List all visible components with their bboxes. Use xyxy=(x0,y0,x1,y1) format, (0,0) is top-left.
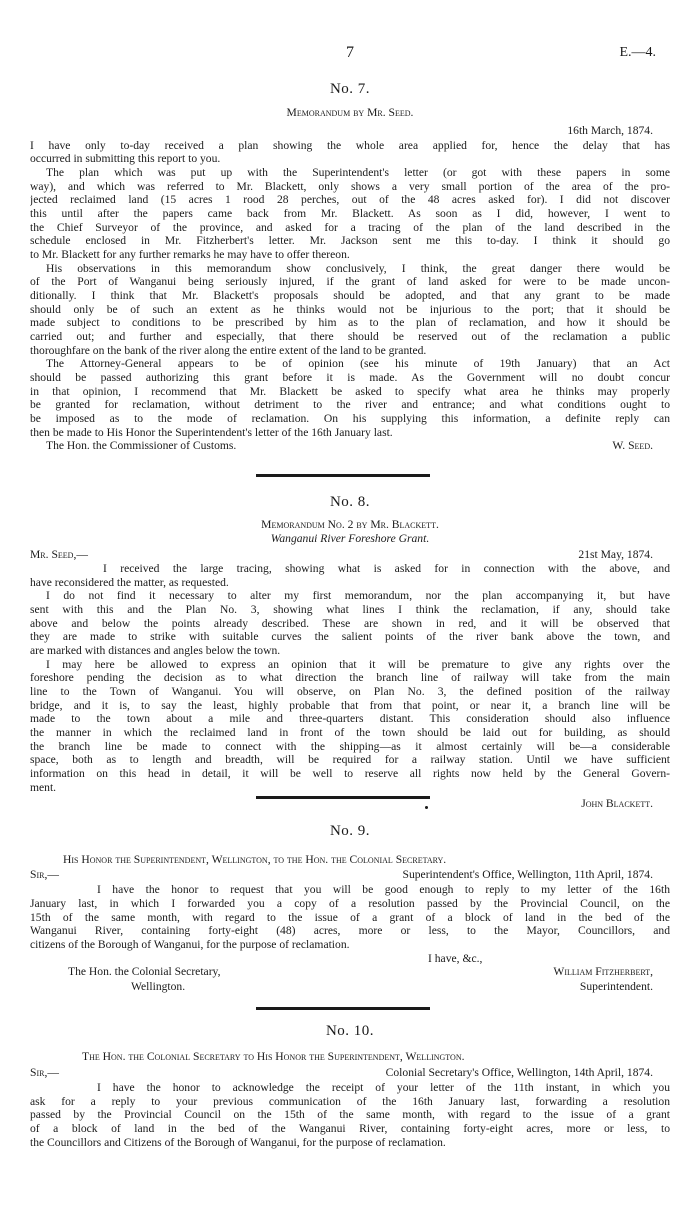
no9-signature-title: Superintendent. xyxy=(579,980,653,993)
no8-line: information on this head in detail, it will be well to reserve all rights now held by the General Govern- xyxy=(30,767,670,780)
no10-line: ask for a reply to your previous communication of the 16th January last, forwarding a resolution xyxy=(30,1095,670,1108)
page-header xyxy=(0,46,700,66)
no8-line: ment. xyxy=(30,781,57,794)
no7-line: then be made to His Honor the Superintendent's letter of the 16th January last. xyxy=(30,426,393,439)
no8-memo-title: Memorandum No. 2 by Mr. Blackett. xyxy=(261,518,439,531)
no7-memo-title: Memorandum by Mr. Seed. xyxy=(286,106,414,119)
no7-line: made subject to conditions to be prescribed by him as to the plan of reclamation, and how it should be xyxy=(30,316,670,329)
no10-line: I have the honor to acknowledge the receipt of your letter of the 11th instant, in which you xyxy=(97,1081,670,1094)
section-rule xyxy=(256,796,430,799)
no8-line: made to the town about a mile and three-quarters distant. This consideration should also influence xyxy=(30,712,670,725)
no7-line: to Mr. Blackett for any further remarks he may have to offer thereon. xyxy=(30,248,350,261)
no9-line: January last, in which I forwarded you a copy of a resolution passed by the Provincial Council, on the xyxy=(30,897,670,910)
printer-dot xyxy=(425,806,428,809)
no7-line: the Chief Surveyor of the province, and asked for a tracing of the plan of the land described in the xyxy=(30,221,670,234)
no9-addressee-2: Wellington. xyxy=(131,980,186,993)
no8-salutation: Mr. Seed,— xyxy=(30,548,88,561)
no8-date: 21st May, 1874. xyxy=(578,548,653,561)
no8-signature: John Blackett. xyxy=(581,797,653,810)
no7-line: be imposed as to the mode of reclamation. On his supplying this information, a definite reply can xyxy=(30,412,670,425)
page-number: 7 xyxy=(346,44,354,61)
no10-line: passed by the Provincial Council on the 15th of the same month, with regard to the issue of a grant xyxy=(30,1108,670,1121)
no7-line: jected reclaimed land (15 acres 1 rood 28 perches, out of the 48 acres asked for). I did not discover xyxy=(30,193,670,206)
no8-line: above and below the points already described. These are shown in red, and it will be observed that xyxy=(30,617,670,630)
no7-signature: W. Seed. xyxy=(612,439,653,452)
no7-line: of the Port of Wanganui being seriously injured, if the grant of land asked for were to be made uncon- xyxy=(30,275,670,288)
no7-heading: No. 7. xyxy=(329,81,371,97)
no7-line: this until after the papers came back from Mr. Blackett. As soon as I did, however, I went to xyxy=(30,207,670,220)
no7-line: carried out; and further and especially, that there should be reserved out of the reclamation a public xyxy=(30,330,670,343)
no8-heading: No. 8. xyxy=(329,494,371,510)
no8-line: I received the large tracing, showing what is asked for in connection with the above, and xyxy=(103,562,670,575)
no9-heading: No. 9. xyxy=(329,823,371,839)
no9-salutation: Sir,— xyxy=(30,868,59,881)
no9-line: Wanganui River, containing forty-eight (48) acres, more or less, to the Mayor, Councillors, and xyxy=(30,924,670,937)
no8-line: I do not find it necessary to alter my first memorandum, nor the plan accompanying it, but have xyxy=(46,589,670,602)
no8-line: foreshore pending the decision as to what direction the branch line of railway will take from the main xyxy=(30,671,670,684)
no8-line: are marked with distances and angles below the town. xyxy=(30,644,281,657)
no9-addressee-1: The Hon. the Colonial Secretary, xyxy=(68,965,221,978)
no9-signature: William Fitzherbert, xyxy=(553,965,653,978)
no7-line: should only be of such an extent as he thinks would not be injurious to the port; that it should be xyxy=(30,303,670,316)
no7-line: in that opinion, I recommend that Mr. Blackett be asked to specify what area he thinks may properly xyxy=(30,385,670,398)
no7-line: The plan which was put up with the Superintendent's letter (or got with these papers in some xyxy=(46,166,670,179)
no9-place-date: Superintendent's Office, Wellington, 11th April, 1874. xyxy=(402,868,653,881)
no8-subject: Wanganui River Foreshore Grant. xyxy=(270,532,430,545)
section-rule xyxy=(256,474,430,477)
no7-date: 16th March, 1874. xyxy=(567,124,653,137)
no8-line: bridge, and it is, to say the least, highly probable that from that point, or near it, a branch line will be xyxy=(30,699,670,712)
no9-line: citizens of the Borough of Wanganui, for the purpose of reclamation. xyxy=(30,938,350,951)
no9-line: I have the honor to request that you will be good enough to reply to my letter of the 16th xyxy=(97,883,670,896)
no7-line: be granted for reclamation, without detriment to the river and entrance; and what conditions ought to xyxy=(30,398,670,411)
no8-line: sent with this and the Plan No. 3, showing what lines I think the reclamation, if any, should take xyxy=(30,603,670,616)
no9-closing: I have, &c., xyxy=(428,952,483,965)
no7-line: schedule enclosed in Mr. Fitzherbert's letter. Mr. Jackson sent me this to-day. I think it should go xyxy=(30,234,670,247)
no8-line: I may here be allowed to express an opinion that it will be premature to give any rights over the xyxy=(46,658,670,671)
no8-line: line to the Town of Wanganui. You will observe, on Plan No. 3, the defined position of the railway xyxy=(30,685,670,698)
no7-line: His observations in this memorandum show conclusively, I think, the great danger there would be xyxy=(46,262,670,275)
no8-line: the manner in which the reclaimed land in front of the town should be laid out for building, as should xyxy=(30,726,670,739)
no10-title: The Hon. the Colonial Secretary to His Honor the Superintendent, Wellington. xyxy=(82,1050,465,1063)
page-reference: E.—4. xyxy=(619,45,656,60)
section-rule xyxy=(256,1007,430,1010)
no7-line: ditionally. I think that Mr. Blackett's proposals should be adopted, and that any grant to be made xyxy=(30,289,670,302)
no10-line: of a block of land in the bed of the Wanganui River, containing forty-eight acres, more or less, to xyxy=(30,1122,670,1135)
no9-title: His Honor the Superintendent, Wellington, to the Hon. the Colonial Secretary. xyxy=(63,853,447,866)
no10-place-date: Colonial Secretary's Office, Wellington, 14th April, 1874. xyxy=(385,1066,653,1079)
no10-salutation: Sir,— xyxy=(30,1066,59,1079)
no9-line: 15th of the same month, with regard to the issue of a grant of a block of land in the bed of the xyxy=(30,911,670,924)
no8-line: space, both as to length and breadth, will be required for a railway station. Until we have sufficient xyxy=(30,753,670,766)
no7-line: The Attorney-General appears to be of opinion (see his minute of 19th January) that an Act xyxy=(46,357,670,370)
no8-line: they are made to strike with suitable curves the salient points of the river bank above the town, and xyxy=(30,630,670,643)
no7-line: way), and which was referred to Mr. Blackett, only shows a very small portion of the area of the pro- xyxy=(30,180,670,193)
no10-line: the Councillors and Citizens of the Borough of Wanganui, for the purpose of reclamation. xyxy=(30,1136,446,1149)
no8-line: the branch line be made to connect with the shipping—as it almost certainly will be—a considerable xyxy=(30,740,670,753)
no10-heading: No. 10. xyxy=(325,1023,375,1039)
no7-addressee: The Hon. the Commissioner of Customs. xyxy=(46,439,237,452)
no7-line: I have only to-day received a plan showing the whole area applied for, hence the delay that has xyxy=(30,139,670,152)
no7-line: should be passed authorizing this grant before it is made. As the Government will no doubt concur xyxy=(30,371,670,384)
no7-line: thoroughfare on the bank of the river along the entire extent of the land to be granted. xyxy=(30,344,427,357)
no7-line: occurred in submitting this report to you. xyxy=(30,152,221,165)
no8-line: have reconsidered the matter, as requested. xyxy=(30,576,229,589)
